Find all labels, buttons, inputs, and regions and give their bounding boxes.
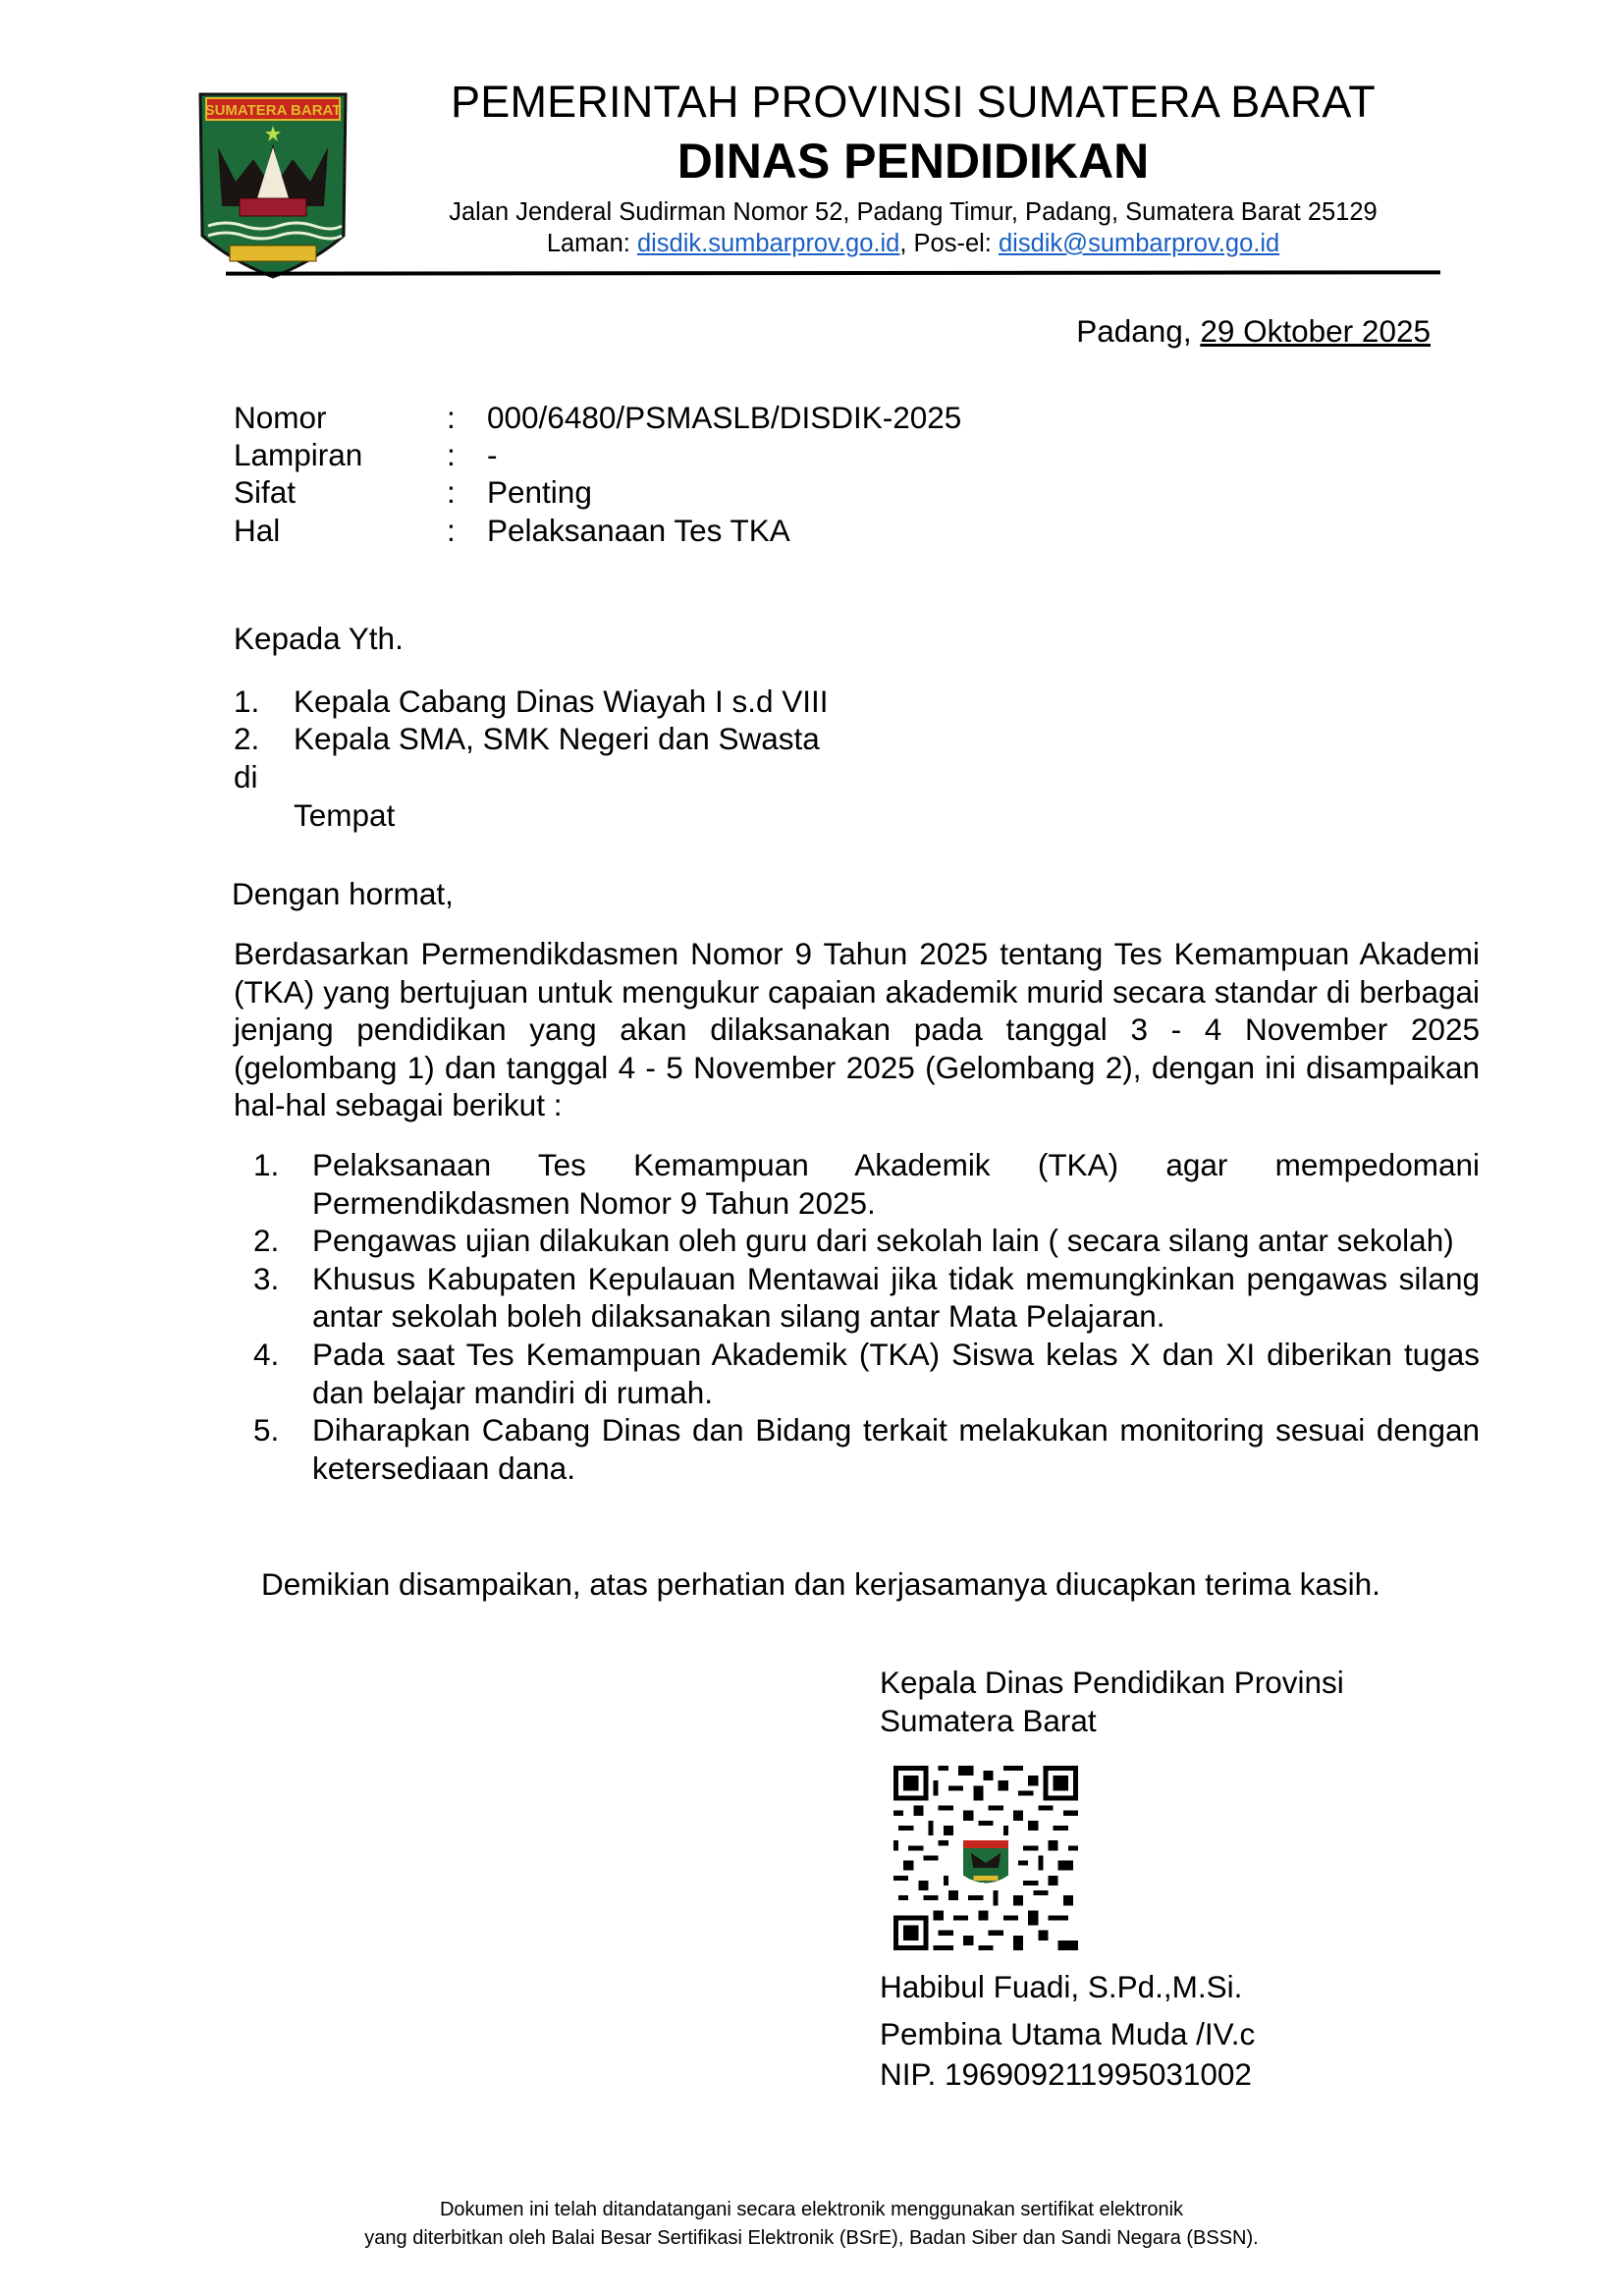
- meta-value-hal: Pelaksanaan Tes TKA: [487, 513, 790, 548]
- meta-label-sifat: Sifat: [234, 474, 297, 510]
- signer-position: Kepala Dinas Pendidikan Provinsi: [880, 1665, 1344, 1700]
- date-value: 29 Oktober 2025: [1200, 313, 1431, 349]
- intro-paragraph: Berdasarkan Permendikdasmen Nomor 9 Tahun 2025 tentang Tes Kemampuan Akademi (TKA) yang bertujuan untuk mengukur capaian akademik murid secara standar di berbagai jenjang pendidikan yang akan dilaksanakan pada tanggal 3 - 4 November 2025 (gelombang 1) dan tanggal 4 - 5 November 2025 (Gelombang 2), dengan ini disampaikan hal-hal sebagai berikut :: [234, 936, 1480, 1123]
- points-list: [253, 1146, 1480, 1487]
- point-item: [253, 1260, 1480, 1336]
- point-number: 5.: [253, 1412, 280, 1449]
- closing-sentence: Demikian disampaikan, atas perhatian dan kerjasamanya diucapkan terima kasih.: [261, 1566, 1380, 1602]
- email-label: , Pos-el:: [899, 230, 999, 257]
- point-item: [253, 1336, 1480, 1411]
- letterhead-divider: [226, 270, 1440, 275]
- signer-nip: NIP. 196909211995031002: [880, 2056, 1252, 2092]
- point-item: [253, 1146, 1480, 1222]
- meta-label-lampiran: Lampiran: [234, 437, 363, 472]
- recipient-di: di: [234, 759, 258, 794]
- point-text: Pada saat Tes Kemampuan Akademik (TKA) Siswa kelas X dan XI diberikan tugas dan belajar mandiri di rumah.: [312, 1336, 1480, 1410]
- salutation: Dengan hormat,: [232, 876, 454, 911]
- signer-name: Habibul Fuadi, S.Pd.,M.Si.: [880, 1969, 1243, 2004]
- government-name: PEMERINTAH PROVINSI SUMATERA BARAT: [451, 77, 1376, 127]
- meta-colon: :: [447, 400, 456, 435]
- point-number: 3.: [253, 1260, 280, 1296]
- point-number: 2.: [253, 1223, 280, 1259]
- point-text: Diharapkan Cabang Dinas dan Bidang terkait melakukan monitoring sesuai dengan ketersediaan dana.: [312, 1412, 1480, 1486]
- recipient-number: 2.: [234, 721, 260, 756]
- esign-notice-line2: yang diterbitkan oleh Balai Besar Sertifikasi Elektronik (BSrE), Badan Siber dan Sandi Negara (BSSN).: [364, 2227, 1259, 2249]
- point-text: Pelaksanaan Tes Kemampuan Akademik (TKA) agar mempedomani Permendikdasmen Nomor 9 Tahun 2025.: [312, 1147, 1480, 1221]
- svg-text:SUMATERA BARAT: SUMATERA BARAT: [204, 102, 342, 119]
- signer-position-region: Sumatera Barat: [880, 1703, 1097, 1738]
- point-number: 1.: [253, 1147, 280, 1182]
- recipient-greeting: Kepada Yth.: [234, 621, 404, 656]
- point-item: [253, 1222, 1480, 1260]
- email-link[interactable]: disdik@sumbarprov.go.id: [998, 230, 1280, 257]
- point-number: 4.: [253, 1336, 280, 1372]
- meta-label-hal: Hal: [234, 513, 281, 548]
- signer-rank: Pembina Utama Muda /IV.c: [880, 2016, 1256, 2051]
- qr-code-signature-icon: [893, 1765, 1078, 1951]
- website-link[interactable]: disdik.sumbarprov.go.id: [636, 230, 900, 257]
- recipient-text: Kepala Cabang Dinas Wiayah I s.d VIII: [294, 683, 829, 719]
- recipient-text: Kepala SMA, SMK Negeri dan Swasta: [294, 721, 820, 756]
- letter-date: [1076, 312, 1431, 350]
- point-item: [253, 1411, 1480, 1487]
- website-label: Laman:: [546, 230, 637, 257]
- agency-name: DINAS PENDIDIKAN: [676, 134, 1150, 189]
- meta-colon: :: [447, 437, 456, 472]
- meta-colon: :: [447, 474, 456, 510]
- provincial-emblem-icon: [196, 88, 350, 281]
- date-place: Padang,: [1076, 313, 1201, 349]
- meta-value-lampiran: -: [487, 437, 498, 472]
- point-text: Khusus Kabupaten Kepulauan Mentawai jika tidak memungkinkan pengawas silang antar sekolah boleh dilaksanakan silang antar Mata Pelajaran.: [312, 1260, 1480, 1335]
- meta-label-nomor: Nomor: [234, 400, 327, 435]
- point-text: Pengawas ujian dilakukan oleh guru dari sekolah lain ( secara silang antar sekolah): [312, 1223, 1454, 1259]
- recipient-number: 1.: [234, 683, 260, 719]
- agency-contact: [383, 228, 1443, 259]
- esign-notice-line1: Dokumen ini telah ditandatangani secara elektronik menggunakan sertifikat elektronik: [439, 2199, 1184, 2220]
- meta-colon: :: [447, 513, 456, 548]
- meta-value-nomor: 000/6480/PSMASLB/DISDIK-2025: [487, 400, 962, 435]
- meta-value-sifat: Penting: [487, 474, 592, 510]
- agency-address: Jalan Jenderal Sudirman Nomor 52, Padang Timur, Padang, Sumatera Barat 25129: [449, 198, 1378, 226]
- recipient-place: Tempat: [294, 797, 396, 833]
